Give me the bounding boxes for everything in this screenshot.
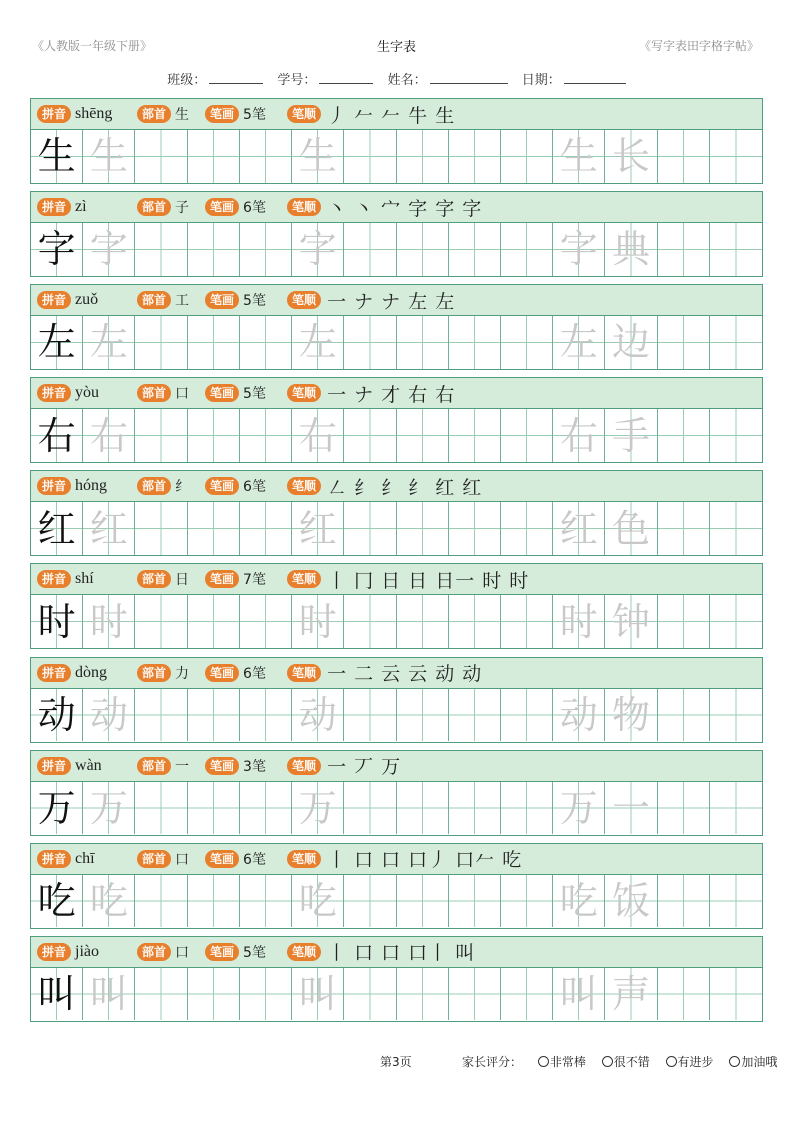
practice-cell[interactable] — [135, 689, 187, 742]
radical-tag: 部首 — [137, 105, 171, 123]
character-entry — [30, 284, 763, 370]
parent-evaluation — [462, 1053, 777, 1070]
character-info-bar — [30, 657, 763, 689]
trace-character[interactable]: 吃 — [83, 875, 135, 928]
series-title: 《写字表田字格字帖》 — [638, 39, 759, 53]
trace-character[interactable]: 吃 — [553, 875, 605, 928]
trace-character[interactable]: 红 — [292, 502, 344, 555]
trace-character[interactable]: 红 — [83, 502, 135, 555]
radical-tag: 部首 — [137, 198, 171, 216]
stroke-order-tag: 笔顺 — [287, 943, 321, 961]
practice-cell[interactable] — [188, 223, 240, 276]
pinyin-tag: 拼音 — [37, 757, 71, 775]
practice-cell[interactable] — [501, 502, 553, 555]
radical-tag: 部首 — [137, 384, 171, 402]
practice-cell[interactable] — [344, 130, 396, 183]
pinyin-tag: 拼音 — [37, 384, 71, 402]
pinyin-tag: 拼音 — [37, 477, 71, 495]
trace-character[interactable]: 手 — [605, 409, 657, 462]
trace-character[interactable]: 动 — [553, 689, 605, 742]
practice-cell[interactable] — [710, 409, 762, 462]
practice-cell[interactable] — [135, 595, 187, 648]
name-label: 姓名： — [387, 73, 427, 88]
practice-cell[interactable] — [135, 409, 187, 462]
practice-cell[interactable] — [135, 223, 187, 276]
trace-character[interactable]: 物 — [605, 689, 657, 742]
character-entry — [30, 563, 763, 649]
practice-cell[interactable] — [710, 595, 762, 648]
practice-cell[interactable] — [501, 130, 553, 183]
practice-cell[interactable] — [135, 968, 187, 1021]
stroke-order-sequence: 一 ナ ナ 左 左 — [327, 290, 456, 313]
practice-cell[interactable] — [397, 409, 449, 462]
tianzige-grid — [30, 502, 763, 556]
rating-option[interactable] — [729, 1055, 777, 1069]
trace-character[interactable]: 右 — [292, 409, 344, 462]
stroke-count: 6笔 — [243, 479, 266, 496]
practice-cell[interactable] — [240, 689, 292, 742]
practice-cell[interactable] — [240, 502, 292, 555]
stroke-order-tag: 笔顺 — [287, 757, 321, 775]
practice-cell[interactable] — [240, 782, 292, 835]
practice-cell[interactable] — [240, 875, 292, 928]
pinyin-tag: 拼音 — [37, 291, 71, 309]
stroke-order-sequence: 丨 冂 日 日 日一 时 时 — [327, 569, 530, 592]
character-info-bar — [30, 843, 763, 875]
model-character[interactable]: 右 — [31, 409, 83, 462]
pinyin-tag: 拼音 — [37, 664, 71, 682]
stroke-order-sequence: ㇜ 纟 纟 纟 红 红 — [327, 476, 483, 499]
model-character[interactable]: 万 — [31, 782, 83, 835]
character-entry — [30, 843, 763, 929]
radio-circle-icon[interactable] — [602, 1056, 613, 1067]
stroke-count: 5笔 — [243, 293, 266, 310]
radical-tag: 部首 — [137, 291, 171, 309]
practice-cell[interactable] — [397, 223, 449, 276]
pinyin-value: shēng — [75, 105, 113, 122]
practice-cell[interactable] — [188, 130, 240, 183]
tianzige-grid — [30, 689, 763, 743]
trace-character[interactable]: 钟 — [605, 595, 657, 648]
stroke-count: 7笔 — [243, 572, 266, 589]
model-character[interactable]: 动 — [31, 689, 83, 742]
strokes-tag: 笔画 — [205, 291, 239, 309]
radical-tag: 部首 — [137, 477, 171, 495]
tianzige-grid — [30, 968, 763, 1022]
stroke-order-sequence: 一 丆 万 — [327, 756, 402, 779]
practice-cell[interactable] — [188, 409, 240, 462]
practice-cell[interactable] — [344, 875, 396, 928]
tianzige-grid — [30, 595, 763, 649]
trace-character[interactable]: 声 — [605, 968, 657, 1021]
stroke-count: 5笔 — [243, 944, 266, 961]
class-field[interactable] — [209, 71, 263, 84]
practice-cell[interactable] — [449, 782, 501, 835]
pinyin-value: hóng — [75, 477, 108, 495]
character-entry — [30, 377, 763, 463]
practice-cell[interactable] — [344, 595, 396, 648]
trace-character[interactable]: 生 — [83, 130, 135, 183]
practice-cell[interactable] — [658, 502, 710, 555]
practice-cell[interactable] — [501, 782, 553, 835]
evaluation-label: 家长评分： — [462, 1055, 523, 1069]
practice-cell[interactable] — [710, 689, 762, 742]
practice-cell[interactable] — [449, 223, 501, 276]
book-title: 《人教版一年级下册》 — [32, 39, 153, 53]
trace-character[interactable]: 万 — [292, 782, 344, 835]
tianzige-grid — [30, 875, 763, 929]
practice-cell[interactable] — [710, 316, 762, 369]
character-info-bar — [30, 470, 763, 502]
practice-cell[interactable] — [240, 130, 292, 183]
practice-cell[interactable] — [449, 316, 501, 369]
radical-value: 口 — [175, 944, 190, 961]
strokes-tag: 笔画 — [205, 757, 239, 775]
date-label: 日期： — [521, 73, 561, 88]
character-info-bar — [30, 936, 763, 968]
practice-cell[interactable] — [240, 409, 292, 462]
model-character[interactable]: 左 — [31, 316, 83, 369]
trace-character[interactable]: 右 — [83, 409, 135, 462]
practice-cell[interactable] — [658, 595, 710, 648]
pinyin-value: zuǒ — [75, 291, 99, 309]
rating-option[interactable] — [602, 1055, 650, 1069]
strokes-tag: 笔画 — [205, 850, 239, 868]
character-info-bar — [30, 750, 763, 782]
stroke-order-tag: 笔顺 — [287, 664, 321, 682]
trace-character[interactable]: 字 — [553, 223, 605, 276]
rating-option-label: 很不错 — [613, 1055, 650, 1069]
practice-cell[interactable] — [135, 502, 187, 555]
character-info-bar — [30, 377, 763, 409]
practice-cell[interactable] — [135, 316, 187, 369]
practice-cell[interactable] — [188, 316, 240, 369]
stroke-order-tag: 笔顺 — [287, 850, 321, 868]
stroke-count: 6笔 — [243, 200, 266, 217]
pinyin-value: jiào — [75, 942, 100, 960]
rating-option[interactable] — [666, 1055, 714, 1069]
practice-cell[interactable] — [501, 316, 553, 369]
stroke-order-tag: 笔顺 — [287, 198, 321, 216]
practice-cell[interactable] — [240, 595, 292, 648]
trace-character[interactable]: 生 — [553, 130, 605, 183]
radio-circle-icon[interactable] — [729, 1056, 740, 1067]
pinyin-value: dòng — [75, 663, 108, 681]
stroke-order-tag: 笔顺 — [287, 477, 321, 495]
character-sheet — [30, 98, 763, 1029]
strokes-tag: 笔画 — [205, 105, 239, 123]
practice-cell[interactable] — [344, 689, 396, 742]
practice-cell[interactable] — [710, 968, 762, 1021]
practice-cell[interactable] — [449, 130, 501, 183]
character-entry — [30, 98, 763, 184]
strokes-tag: 笔画 — [205, 570, 239, 588]
student-number-label: 学号： — [277, 73, 317, 88]
model-character[interactable]: 红 — [31, 502, 83, 555]
model-character[interactable]: 时 — [31, 595, 83, 648]
tianzige-grid — [30, 223, 763, 277]
stroke-order-sequence: 丨 口 口 口丿 口𠂉 吃 — [327, 849, 523, 872]
stroke-order-tag: 笔顺 — [287, 570, 321, 588]
strokes-tag: 笔画 — [205, 198, 239, 216]
page-title: 生字表 — [376, 40, 416, 55]
model-character[interactable]: 吃 — [31, 875, 83, 928]
radical-value: 纟 — [175, 479, 190, 496]
name-field[interactable] — [430, 71, 508, 84]
practice-cell[interactable] — [501, 968, 553, 1021]
pinyin-value: yòu — [75, 384, 100, 402]
stroke-count: 3笔 — [243, 758, 266, 775]
practice-cell[interactable] — [240, 223, 292, 276]
practice-cell[interactable] — [501, 689, 553, 742]
strokes-tag: 笔画 — [205, 943, 239, 961]
practice-cell[interactable] — [397, 502, 449, 555]
practice-cell[interactable] — [397, 595, 449, 648]
practice-cell[interactable] — [344, 316, 396, 369]
stroke-count: 5笔 — [243, 386, 266, 403]
practice-cell[interactable] — [188, 502, 240, 555]
radical-value: 子 — [175, 200, 190, 217]
pinyin-value: wàn — [75, 756, 102, 774]
tianzige-grid — [30, 316, 763, 370]
trace-character[interactable]: 时 — [292, 595, 344, 648]
radical-value: 力 — [175, 665, 190, 682]
practice-cell[interactable] — [658, 223, 710, 276]
trace-character[interactable]: 叫 — [83, 968, 135, 1021]
trace-character[interactable]: 时 — [553, 595, 605, 648]
trace-character[interactable]: 左 — [553, 316, 605, 369]
trace-character[interactable]: 叫 — [292, 968, 344, 1021]
radical-value: 口 — [175, 386, 190, 403]
practice-cell[interactable] — [658, 130, 710, 183]
practice-cell[interactable] — [344, 409, 396, 462]
rating-option-label: 非常棒 — [549, 1055, 586, 1069]
practice-cell[interactable] — [449, 875, 501, 928]
radical-value: 口 — [175, 851, 190, 868]
character-entry — [30, 191, 763, 277]
radical-value: 一 — [175, 758, 190, 775]
pinyin-tag: 拼音 — [37, 943, 71, 961]
practice-cell[interactable] — [188, 595, 240, 648]
practice-cell[interactable] — [658, 875, 710, 928]
trace-character[interactable]: 生 — [292, 130, 344, 183]
radical-tag: 部首 — [137, 850, 171, 868]
pinyin-tag: 拼音 — [37, 850, 71, 868]
trace-character[interactable]: 万 — [83, 782, 135, 835]
stroke-order-tag: 笔顺 — [287, 384, 321, 402]
practice-cell[interactable] — [449, 409, 501, 462]
trace-character[interactable]: 时 — [83, 595, 135, 648]
trace-character[interactable]: 典 — [605, 223, 657, 276]
practice-cell[interactable] — [710, 782, 762, 835]
character-entry — [30, 750, 763, 836]
practice-cell[interactable] — [397, 968, 449, 1021]
trace-character[interactable]: 动 — [292, 689, 344, 742]
practice-cell[interactable] — [135, 875, 187, 928]
pinyin-tag: 拼音 — [37, 198, 71, 216]
tianzige-grid — [30, 409, 763, 463]
practice-cell[interactable] — [501, 409, 553, 462]
radical-tag: 部首 — [137, 943, 171, 961]
practice-cell[interactable] — [344, 782, 396, 835]
practice-cell[interactable] — [344, 502, 396, 555]
practice-cell[interactable] — [658, 689, 710, 742]
practice-cell[interactable] — [397, 875, 449, 928]
class-label: 班级： — [167, 73, 207, 88]
student-number-field[interactable] — [319, 71, 373, 84]
pinyin-tag: 拼音 — [37, 570, 71, 588]
practice-cell[interactable] — [710, 875, 762, 928]
trace-character[interactable]: 左 — [292, 316, 344, 369]
trace-character[interactable]: 万 — [553, 782, 605, 835]
character-entry — [30, 657, 763, 743]
radical-value: 生 — [175, 107, 190, 123]
tianzige-grid — [30, 130, 763, 184]
stroke-order-tag: 笔顺 — [287, 291, 321, 309]
trace-character[interactable]: 色 — [605, 502, 657, 555]
stroke-order-sequence: 丶 丶 宀 字 字 字 — [327, 197, 483, 220]
page-number: 第3页 — [380, 1055, 412, 1069]
practice-cell[interactable] — [135, 782, 187, 835]
practice-cell[interactable] — [188, 968, 240, 1021]
practice-cell[interactable] — [658, 782, 710, 835]
character-info-bar — [30, 191, 763, 223]
practice-cell[interactable] — [710, 502, 762, 555]
trace-character[interactable]: 叫 — [553, 968, 605, 1021]
character-entry — [30, 470, 763, 556]
stroke-order-sequence: 一 ナ 才 右 右 — [327, 383, 456, 406]
stroke-order-sequence: 丿 𠂉 𠂉 牛 生 — [327, 104, 456, 127]
practice-cell[interactable] — [188, 689, 240, 742]
model-character[interactable]: 叫 — [31, 968, 83, 1021]
radio-circle-icon[interactable] — [538, 1056, 549, 1067]
character-info-bar — [30, 284, 763, 316]
radical-tag: 部首 — [137, 757, 171, 775]
strokes-tag: 笔画 — [205, 477, 239, 495]
trace-character[interactable]: 饭 — [605, 875, 657, 928]
trace-character[interactable]: 长 — [605, 130, 657, 183]
practice-cell[interactable] — [501, 223, 553, 276]
practice-cell[interactable] — [344, 223, 396, 276]
rating-option-label: 有进步 — [677, 1055, 714, 1069]
practice-cell[interactable] — [240, 316, 292, 369]
practice-cell[interactable] — [397, 689, 449, 742]
practice-cell[interactable] — [188, 875, 240, 928]
radio-circle-icon[interactable] — [666, 1056, 677, 1067]
practice-cell[interactable] — [397, 130, 449, 183]
trace-character[interactable]: 边 — [605, 316, 657, 369]
trace-character[interactable]: 一 — [605, 782, 657, 835]
trace-character[interactable]: 吃 — [292, 875, 344, 928]
radical-tag: 部首 — [137, 664, 171, 682]
character-info-bar — [30, 563, 763, 595]
date-field[interactable] — [564, 71, 626, 84]
rating-option-label: 加油哦 — [741, 1055, 778, 1069]
pinyin-tag: 拼音 — [37, 105, 71, 123]
stroke-count: 6笔 — [243, 851, 266, 868]
practice-cell[interactable] — [658, 316, 710, 369]
strokes-tag: 笔画 — [205, 664, 239, 682]
practice-cell[interactable] — [135, 130, 187, 183]
tianzige-grid — [30, 782, 763, 836]
trace-character[interactable]: 左 — [83, 316, 135, 369]
stroke-count: 6笔 — [243, 665, 266, 682]
stroke-count: 5笔 — [243, 107, 266, 123]
practice-cell[interactable] — [710, 130, 762, 183]
practice-cell[interactable] — [710, 223, 762, 276]
practice-cell[interactable] — [501, 875, 553, 928]
stroke-order-sequence: 丨 口 口 口丨 叫 — [327, 942, 476, 965]
practice-cell[interactable] — [397, 782, 449, 835]
practice-cell[interactable] — [344, 968, 396, 1021]
pinyin-value: chī — [75, 849, 95, 867]
practice-cell[interactable] — [449, 595, 501, 648]
rating-option[interactable] — [538, 1055, 586, 1069]
practice-cell[interactable] — [397, 316, 449, 369]
trace-character[interactable]: 红 — [553, 502, 605, 555]
practice-cell[interactable] — [658, 968, 710, 1021]
pinyin-value: zì — [75, 198, 87, 216]
strokes-tag: 笔画 — [205, 384, 239, 402]
model-character[interactable]: 生 — [31, 130, 83, 183]
practice-cell[interactable] — [188, 782, 240, 835]
radical-value: 日 — [175, 572, 190, 589]
pinyin-value: shí — [75, 570, 94, 588]
trace-character[interactable]: 右 — [553, 409, 605, 462]
stroke-order-tag: 笔顺 — [287, 105, 321, 123]
practice-cell[interactable] — [449, 689, 501, 742]
stroke-order-sequence: 一 二 云 云 动 动 — [327, 663, 483, 686]
character-entry — [30, 936, 763, 1022]
practice-cell[interactable] — [449, 968, 501, 1021]
radical-tag: 部首 — [137, 570, 171, 588]
radical-value: 工 — [175, 293, 190, 310]
trace-character[interactable]: 字 — [83, 223, 135, 276]
trace-character[interactable]: 动 — [83, 689, 135, 742]
trace-character[interactable]: 字 — [292, 223, 344, 276]
practice-cell[interactable] — [658, 409, 710, 462]
practice-cell[interactable] — [449, 502, 501, 555]
model-character[interactable]: 字 — [31, 223, 83, 276]
character-info-bar — [30, 98, 763, 130]
student-info-line — [0, 69, 793, 88]
practice-cell[interactable] — [240, 968, 292, 1021]
practice-cell[interactable] — [501, 595, 553, 648]
